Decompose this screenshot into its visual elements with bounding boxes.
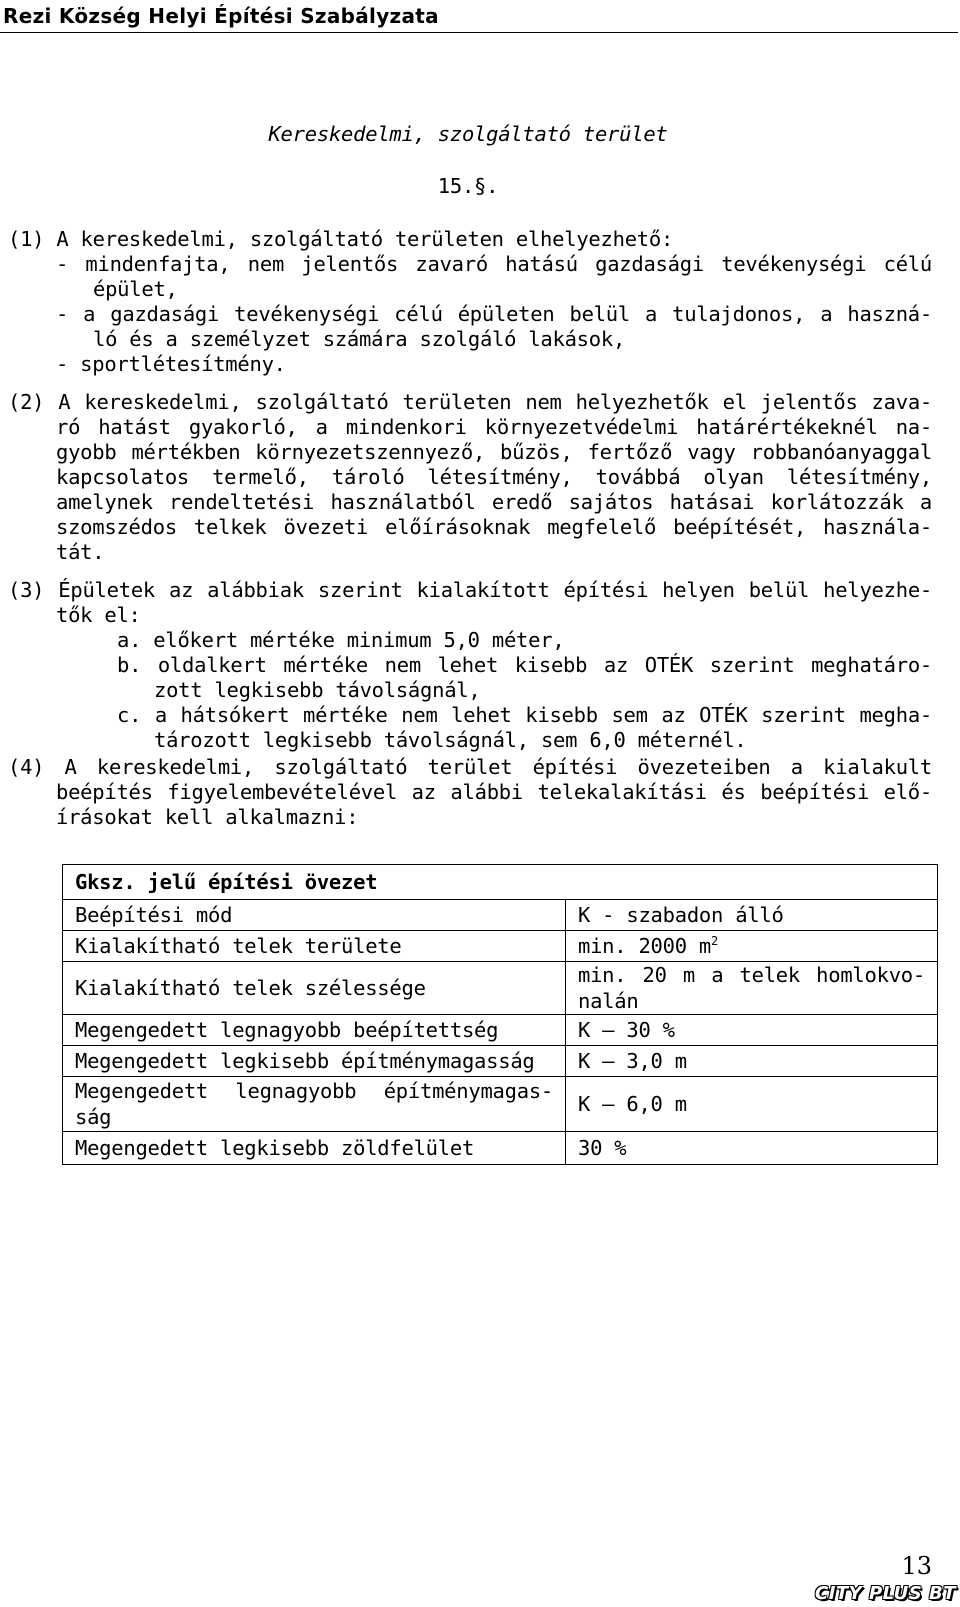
p3-list-item: b. oldalkert mértéke nem lehet kisebb az OTÉK szerint meghatáro-	[117, 653, 932, 677]
p2-line: gyobb mértékben környezetszennyező, bűzös, fertőző vagy robbanóanyaggal	[56, 440, 932, 464]
row-value: K – 6,0 m	[566, 1077, 938, 1132]
p3-list-item: a. előkert mértéke minimum 5,0 méter,	[117, 628, 565, 652]
row-value: K – 30 %	[566, 1015, 938, 1046]
row-label: Megengedett legkisebb zöldfelület	[63, 1132, 566, 1165]
p1-line: - mindenfajta, nem jelentős zavaró hatású gazdasági tevékenységi célú	[56, 252, 932, 276]
row-label: Megengedett legkisebb építménymagasság	[63, 1046, 566, 1077]
table-row	[63, 900, 938, 931]
row-label: Kialakítható telek területe	[63, 931, 566, 962]
page-header	[0, 4, 958, 33]
row-label: Megengedett legnagyobb beépítettség	[63, 1015, 566, 1046]
p4-line: beépítés figyelembevételével az alábbi telekalakítási és beépítési elő-	[56, 780, 932, 804]
p1-line: épület,	[93, 277, 178, 301]
row-label: Kialakítható telek szélessége	[63, 962, 566, 1015]
p2-line: ró hatást gyakorló, a mindenkori környezetvédelmi határértékeknél na-	[56, 415, 932, 439]
p3-list-item: tározott legkisebb távolságnál, sem 6,0 méternél.	[154, 728, 747, 752]
p2-line: kapcsolatos termelő, tároló létesítmény, továbbá olyan létesítmény,	[56, 465, 932, 489]
row-value-text: min. 2000 m	[578, 934, 712, 958]
table-row	[63, 1015, 938, 1046]
company-logo: CITY PLUS BT	[815, 1583, 957, 1604]
p2-line: szomszédos telkek övezeti előírásoknak megfelelő beépítését, használa-	[56, 515, 932, 539]
table-row	[63, 931, 938, 962]
row-label	[63, 1077, 566, 1132]
row-value: 30 %	[566, 1132, 938, 1165]
row-label-line: ság	[75, 1105, 112, 1129]
superscript: 2	[711, 934, 718, 949]
p4-line: írásokat kell alkalmazni:	[56, 805, 359, 829]
p3-line: tők el:	[56, 603, 141, 627]
table-row	[63, 962, 938, 1015]
p2-line: amelynek rendeltetési használatból eredő sajátos hatásai korlátozzák a	[56, 490, 932, 514]
p1-line: (1) A kereskedelmi, szolgáltató területen elhelyezhető:	[8, 227, 674, 251]
table-row	[63, 1132, 938, 1165]
section-title: Kereskedelmi, szolgáltató terület	[268, 122, 668, 146]
table-heading: Gksz. jelű építési övezet	[63, 865, 938, 900]
p3-list-item: zott legkisebb távolságnál,	[154, 678, 481, 702]
section-number: 15.§.	[437, 174, 499, 198]
p1-line: ló és a személyzet számára szolgáló lakások,	[93, 327, 626, 351]
row-label-line: Megengedett legnagyobb építménymagas-	[75, 1079, 553, 1103]
row-value: K – 3,0 m	[566, 1046, 938, 1077]
p2-line: (2) A kereskedelmi, szolgáltató területen nem helyezhetők el jelentős zava-	[8, 390, 932, 414]
row-value: K - szabadon álló	[566, 900, 938, 931]
table-header-row	[63, 865, 938, 900]
p3-line: (3) Épületek az alábbiak szerint kialakított építési helyen belül helyezhe-	[8, 578, 932, 602]
row-value-line: min. 20 m a telek homlokvo-	[578, 963, 925, 987]
document-title: Rezi Község Helyi Építési Szabályzata	[3, 4, 439, 28]
p3-list-item: c. a hátsókert mértéke nem lehet kisebb sem az OTÉK szerint megha-	[117, 703, 932, 727]
p1-line: - sportlétesítmény.	[56, 352, 286, 376]
table-row	[63, 1077, 938, 1132]
p1-line: - a gazdasági tevékenységi célú épületen belül a tulajdonos, a haszná-	[56, 302, 932, 326]
row-value	[566, 931, 938, 962]
row-value-line: nalán	[578, 989, 639, 1013]
row-label: Beépítési mód	[63, 900, 566, 931]
page-number: 13	[901, 1552, 932, 1580]
p2-line: tát.	[56, 540, 105, 564]
row-value	[566, 962, 938, 1015]
zoning-table	[62, 864, 938, 1165]
table-row	[63, 1046, 938, 1077]
p4-line: (4) A kereskedelmi, szolgáltató terület építési övezeteiben a kialakult	[8, 755, 932, 779]
